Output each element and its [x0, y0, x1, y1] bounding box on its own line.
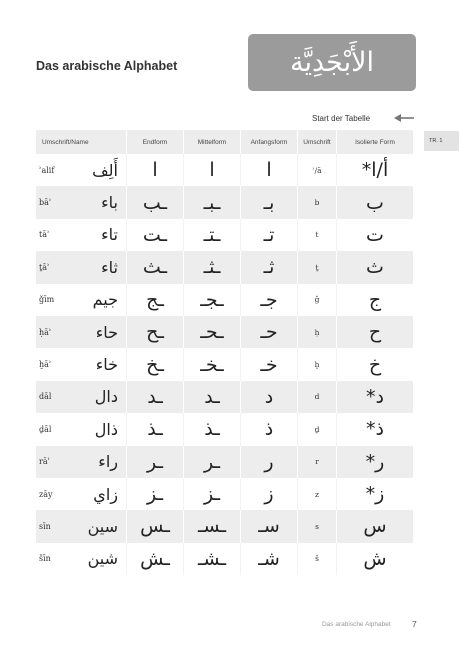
letter-arabic-name: ذال	[94, 419, 118, 439]
phonetic-transcription: š	[315, 554, 319, 564]
isolated-form-cell	[337, 186, 413, 218]
letter-name-cell	[36, 316, 127, 348]
table-row	[36, 284, 413, 316]
letter-arabic-name: أَلِف	[92, 160, 118, 180]
middle-form-cell	[184, 348, 241, 380]
initial-form-cell	[241, 478, 298, 510]
phonetic-cell	[298, 543, 337, 575]
letter-transliteration: sīn	[39, 521, 51, 531]
end-form-cell	[127, 413, 184, 445]
track-badge	[424, 131, 459, 151]
middle-form: ـد	[204, 385, 220, 408]
isolated-form-cell	[337, 316, 413, 348]
middle-form-cell	[184, 510, 241, 542]
end-form: ـش	[140, 547, 170, 570]
phonetic-cell	[298, 219, 337, 251]
letter-transliteration: ḥāʾ	[39, 327, 52, 337]
isolated-form-cell	[337, 543, 413, 575]
letter-arabic-name: زاي	[93, 484, 118, 504]
phonetic-transcription: ḫ	[314, 360, 320, 370]
letter-name-cell	[36, 284, 127, 316]
end-form: ـت	[142, 223, 168, 246]
initial-form-cell	[241, 446, 298, 478]
footer-title: Das arabische Alphabet	[322, 621, 391, 628]
end-form: ـج	[146, 288, 164, 311]
middle-form-cell	[184, 186, 241, 218]
isolated-form: د*	[366, 385, 384, 408]
initial-form-cell	[241, 348, 298, 380]
phonetic-transcription: ṯ	[315, 262, 319, 272]
letter-name-cell	[36, 348, 127, 380]
end-form: ـر	[146, 450, 164, 473]
initial-form-cell	[241, 510, 298, 542]
letter-transliteration: ḫāʾ	[39, 360, 52, 370]
phonetic-transcription: b	[314, 198, 320, 208]
end-form: ـث	[142, 256, 168, 279]
phonetic-cell	[298, 510, 337, 542]
isolated-form: ح	[368, 321, 382, 344]
isolated-form-cell	[337, 219, 413, 251]
initial-form: جـ	[260, 288, 278, 311]
letter-transliteration: ḏāl	[39, 424, 52, 434]
isolated-form: ت	[366, 223, 384, 246]
letter-transliteration: tāʾ	[39, 230, 50, 240]
isolated-form-cell	[337, 284, 413, 316]
middle-form: ـحـ	[200, 321, 224, 344]
letter-transliteration: dāl	[39, 392, 52, 402]
table-row	[36, 543, 413, 575]
letter-name-cell	[36, 219, 127, 251]
phonetic-cell	[298, 284, 337, 316]
initial-form: ثـ	[263, 256, 275, 279]
end-form: ـب	[142, 191, 168, 214]
initial-form: ز	[264, 483, 274, 506]
isolated-form: ر*	[365, 450, 385, 473]
table-row	[36, 478, 413, 510]
isolated-form: ب	[366, 191, 384, 214]
isolated-form-cell	[337, 446, 413, 478]
end-form-cell	[127, 154, 184, 186]
phonetic-transcription: ḥ	[314, 327, 320, 337]
phonetic-cell	[298, 251, 337, 283]
isolated-form: ش	[363, 547, 387, 570]
header-umschrift-name: Umschrift/Name	[36, 130, 127, 154]
alphabet-table	[36, 130, 413, 575]
letter-name-cell	[36, 510, 127, 542]
isolated-form: ذ*	[366, 418, 384, 441]
isolated-form: س	[363, 515, 387, 538]
isolated-form: ج	[368, 288, 382, 311]
table-row	[36, 510, 413, 542]
arrow-left-icon	[393, 111, 415, 125]
arabic-heading-box	[248, 34, 416, 91]
phonetic-transcription: ḏ	[314, 424, 320, 434]
middle-form: ـجـ	[200, 288, 224, 311]
end-form-cell	[127, 316, 184, 348]
middle-form-cell	[184, 284, 241, 316]
initial-form-cell	[241, 543, 298, 575]
middle-form-cell	[184, 219, 241, 251]
letter-arabic-name: جيم	[92, 290, 118, 310]
isolated-form-cell	[337, 251, 413, 283]
initial-form: ر	[264, 450, 274, 473]
table-row	[36, 251, 413, 283]
isolated-form-cell	[337, 413, 413, 445]
isolated-form: أ/ا*	[361, 159, 389, 182]
page-title: Das arabische Alphabet	[36, 59, 178, 73]
letter-name-cell	[36, 154, 127, 186]
letter-arabic-name: ثاء	[101, 257, 118, 277]
table-row	[36, 186, 413, 218]
middle-form-cell	[184, 251, 241, 283]
end-form: ـخ	[146, 353, 164, 376]
end-form-cell	[127, 381, 184, 413]
phonetic-transcription: ʾ/ā	[312, 165, 322, 175]
letter-arabic-name: شين	[87, 549, 118, 569]
letter-name-cell	[36, 543, 127, 575]
initial-form-cell	[241, 186, 298, 218]
phonetic-cell	[298, 316, 337, 348]
letter-arabic-name: دال	[94, 387, 118, 407]
end-form-cell	[127, 284, 184, 316]
middle-form: ـبـ	[203, 191, 221, 214]
letter-arabic-name: راء	[98, 452, 118, 472]
arabic-heading: الأَبْجَدِيَّة	[289, 47, 374, 78]
track-number: TR. 1	[429, 138, 443, 144]
end-form-cell	[127, 478, 184, 510]
end-form-cell	[127, 348, 184, 380]
letter-arabic-name: خاء	[95, 355, 118, 375]
end-form-cell	[127, 251, 184, 283]
middle-form: ـخـ	[200, 353, 224, 376]
middle-form: ـز	[203, 483, 221, 506]
table-row	[36, 154, 413, 186]
table-body	[36, 154, 413, 575]
phonetic-transcription: t	[315, 230, 319, 240]
initial-form: د	[264, 385, 274, 408]
middle-form-cell	[184, 413, 241, 445]
phonetic-cell	[298, 186, 337, 218]
isolated-form: خ	[368, 353, 382, 376]
header-umschrift: Umschrift	[298, 130, 337, 154]
header-mittelform: Mittelform	[184, 130, 241, 154]
start-of-table-label: Start der Tabelle	[312, 114, 371, 123]
isolated-form-cell	[337, 348, 413, 380]
initial-form: خـ	[260, 353, 278, 376]
initial-form-cell	[241, 251, 298, 283]
phonetic-transcription: r	[315, 457, 319, 467]
end-form: ـذ	[147, 418, 163, 441]
initial-form: تـ	[263, 223, 275, 246]
end-form: ـس	[140, 515, 170, 538]
letter-transliteration: ǧīm	[39, 295, 55, 305]
middle-form-cell	[184, 446, 241, 478]
initial-form-cell	[241, 154, 298, 186]
isolated-form-cell	[337, 154, 413, 186]
letter-transliteration: bāʾ	[39, 198, 52, 208]
initial-form-cell	[241, 413, 298, 445]
phonetic-transcription: z	[315, 489, 319, 499]
isolated-form: ز*	[365, 483, 385, 506]
table-row	[36, 381, 413, 413]
end-form: ـح	[146, 321, 164, 344]
letter-name-cell	[36, 478, 127, 510]
end-form-cell	[127, 219, 184, 251]
letter-transliteration: ṯāʾ	[39, 262, 50, 272]
letter-name-cell	[36, 381, 127, 413]
letter-arabic-name: باء	[101, 193, 118, 213]
isolated-form-cell	[337, 478, 413, 510]
table-header-row	[36, 130, 413, 154]
phonetic-transcription: ǧ	[314, 295, 320, 305]
middle-form: ـذ	[204, 418, 220, 441]
phonetic-cell	[298, 381, 337, 413]
letter-arabic-name: سين	[87, 516, 118, 536]
letter-name-cell	[36, 251, 127, 283]
initial-form-cell	[241, 284, 298, 316]
initial-form-cell	[241, 316, 298, 348]
header-anfangsform: Anfangsform	[241, 130, 298, 154]
initial-form: ا	[266, 159, 272, 182]
phonetic-cell	[298, 413, 337, 445]
phonetic-cell	[298, 154, 337, 186]
letter-transliteration: šīn	[39, 554, 51, 564]
phonetic-transcription: d	[314, 392, 320, 402]
end-form: ـز	[146, 483, 164, 506]
middle-form: ـسـ	[197, 515, 227, 538]
isolated-form-cell	[337, 510, 413, 542]
letter-name-cell	[36, 186, 127, 218]
end-form-cell	[127, 446, 184, 478]
letter-transliteration: ʾalif	[39, 165, 55, 175]
end-form: ـد	[147, 385, 163, 408]
initial-form: بـ	[263, 191, 275, 214]
middle-form-cell	[184, 316, 241, 348]
initial-form: سـ	[258, 515, 280, 538]
end-form-cell	[127, 510, 184, 542]
page-number: 7	[412, 619, 417, 629]
initial-form: شـ	[258, 547, 280, 570]
isolated-form-cell	[337, 381, 413, 413]
phonetic-transcription: s	[315, 521, 319, 531]
end-form: ا	[152, 159, 158, 182]
middle-form: ـر	[203, 450, 221, 473]
middle-form: ـثـ	[203, 256, 221, 279]
initial-form: ذ	[264, 418, 274, 441]
letter-arabic-name: حاء	[95, 322, 118, 342]
end-form-cell	[127, 186, 184, 218]
phonetic-cell	[298, 478, 337, 510]
table-row	[36, 348, 413, 380]
middle-form: ـشـ	[197, 547, 227, 570]
letter-transliteration: zāy	[39, 489, 53, 499]
end-form-cell	[127, 543, 184, 575]
table-row	[36, 413, 413, 445]
letter-transliteration: rāʾ	[39, 457, 51, 467]
middle-form-cell	[184, 478, 241, 510]
phonetic-cell	[298, 446, 337, 478]
phonetic-cell	[298, 348, 337, 380]
middle-form: ا	[209, 159, 215, 182]
header-endform: Endform	[127, 130, 184, 154]
middle-form-cell	[184, 154, 241, 186]
initial-form: حـ	[260, 321, 278, 344]
header-isolierte-form: Isolierte Form	[355, 138, 395, 146]
isolated-form: ث	[366, 256, 384, 279]
table-row	[36, 316, 413, 348]
middle-form-cell	[184, 543, 241, 575]
letter-arabic-name: تاء	[101, 225, 118, 245]
initial-form-cell	[241, 381, 298, 413]
letter-name-cell	[36, 446, 127, 478]
letter-name-cell	[36, 413, 127, 445]
table-row	[36, 446, 413, 478]
middle-form-cell	[184, 381, 241, 413]
initial-form-cell	[241, 219, 298, 251]
middle-form: ـتـ	[203, 223, 221, 246]
table-row	[36, 219, 413, 251]
